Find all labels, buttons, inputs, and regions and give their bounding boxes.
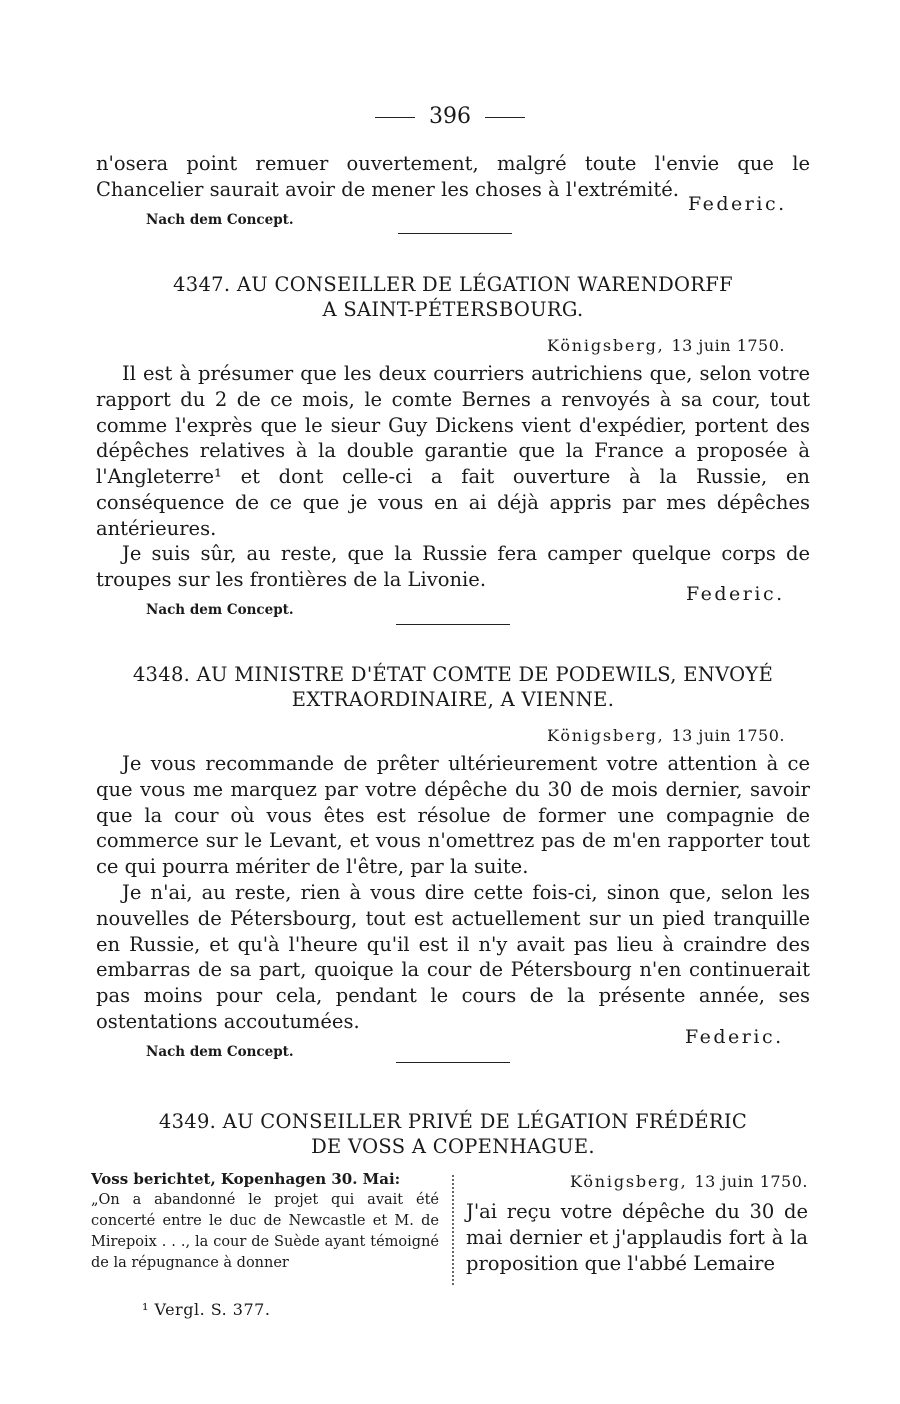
section-4349-summary-text: „On a abandonné le projet qui avait été concerté entre le duc de Newcastle et M. de Mirepoix . . ., la cour de Suède ayant témoigné de la répugnance à donner xyxy=(91,1192,439,1271)
section-4348-place: Königsberg, xyxy=(547,726,665,745)
section-4348-heading-line2: EXTRAORDINAIRE, A VIENNE. xyxy=(291,688,615,711)
section-4349-place: Königsberg, xyxy=(570,1172,688,1191)
section-4348-dateline xyxy=(547,726,785,745)
section-4349-date: 13 juin 1750. xyxy=(694,1172,808,1191)
intro-paragraph: n'osera point remuer ouvertement, malgré toute l'envie que le Chancelier saurait avoir de mener les choses à l'extrémité. xyxy=(96,152,810,201)
page-number-dash-left xyxy=(375,117,415,118)
section-4348-heading xyxy=(96,662,810,712)
page-number-dash-right xyxy=(485,117,525,118)
section-4347-heading-line1: 4347. AU CONSEILLER DE LÉGATION WARENDORFF xyxy=(173,273,733,296)
section-4349-dateline xyxy=(570,1172,808,1191)
section-4347-dateline xyxy=(547,336,785,355)
section-4348-signature: Federic. xyxy=(685,1026,784,1048)
section-4349-letter-text: J'ai reçu votre dépêche du 30 de mai dernier et j'applaudis fort à la proposition que l'abbé Lemaire xyxy=(466,1200,808,1275)
column-separator xyxy=(452,1175,454,1285)
page-number-text: 396 xyxy=(429,104,471,129)
section-4347-source-note: Nach dem Concept. xyxy=(146,602,294,618)
page-number xyxy=(0,104,900,129)
section-4347-paragraph-2: Je suis sûr, au reste, que la Russie fera camper quelque corps de troupes sur les frontières de la Livonie. xyxy=(96,542,810,591)
section-4348-date: 13 juin 1750. xyxy=(671,726,785,745)
section-4349-summary-column xyxy=(91,1169,439,1274)
section-4349-heading xyxy=(96,1109,810,1159)
section-4349-heading-line1: 4349. AU CONSEILLER PRIVÉ DE LÉGATION FRÉDÉRIC xyxy=(158,1110,748,1133)
section-4347-paragraph-1: Il est à présumer que les deux courriers autrichiens que, selon votre rapport du 2 de ce mois, le comte Bernes a renvoyés à sa cour, tout comme l'exprès que le sieur Guy Dickens vient d'expédier, portent des dépêches relatives à la double garantie que la France a proposée à l'Angleterre¹ et dont celle-ci a fait ouverture à la Russie, en conséquence de ce que je vous en ai déjà appris par mes dépêches antérieures. xyxy=(96,362,810,540)
section-divider xyxy=(396,624,510,625)
intro-signature: Federic. xyxy=(688,193,787,215)
section-divider xyxy=(396,1062,510,1063)
section-4347-signature: Federic. xyxy=(686,583,785,605)
section-4349-heading-line2: DE VOSS A COPENHAGUE. xyxy=(311,1135,595,1158)
section-4347-heading-line2: A SAINT-PÉTERSBOURG. xyxy=(322,298,584,321)
footnote: ¹ Vergl. S. 377. xyxy=(142,1300,271,1319)
intro-source-note: Nach dem Concept. xyxy=(146,212,294,228)
section-4349-summary-title: Voss berichtet, Kopenhagen 30. Mai: xyxy=(91,1170,401,1188)
section-4347-heading xyxy=(96,272,810,322)
section-4348-source-note: Nach dem Concept. xyxy=(146,1044,294,1060)
section-4347-place: Königsberg, xyxy=(547,336,665,355)
section-divider xyxy=(398,233,512,234)
section-4348-paragraph-2: Je n'ai, au reste, rien à vous dire cette fois-ci, sinon que, selon les nouvelles de Pétersbourg, tout est actuellement sur un pied tranquille en Russie, et qu'à l'heure qu'il est il n'y avait pas lieu à craindre des embarras de sa part, quoique la cour de Pétersbourg n'en continuerait pas moins pour cela, pendant le cours de la présente année, ses ostentations accoutumées. xyxy=(96,881,810,1033)
section-4347-date: 13 juin 1750. xyxy=(671,336,785,355)
section-4348-paragraph-1: Je vous recommande de prêter ultérieurement votre attention à ce que vous me marquez par votre dépêche du 30 de mois dernier, savoir que la cour où vous êtes est résolue de former une compagnie de commerce sur le Levant, et vous n'omettrez pas de m'en rapporter tout ce qui pourra mériter de l'être, par la suite. xyxy=(96,752,810,879)
section-4348-heading-line1: 4348. AU MINISTRE D'ÉTAT COMTE DE PODEWILS, ENVOYÉ xyxy=(132,663,774,686)
